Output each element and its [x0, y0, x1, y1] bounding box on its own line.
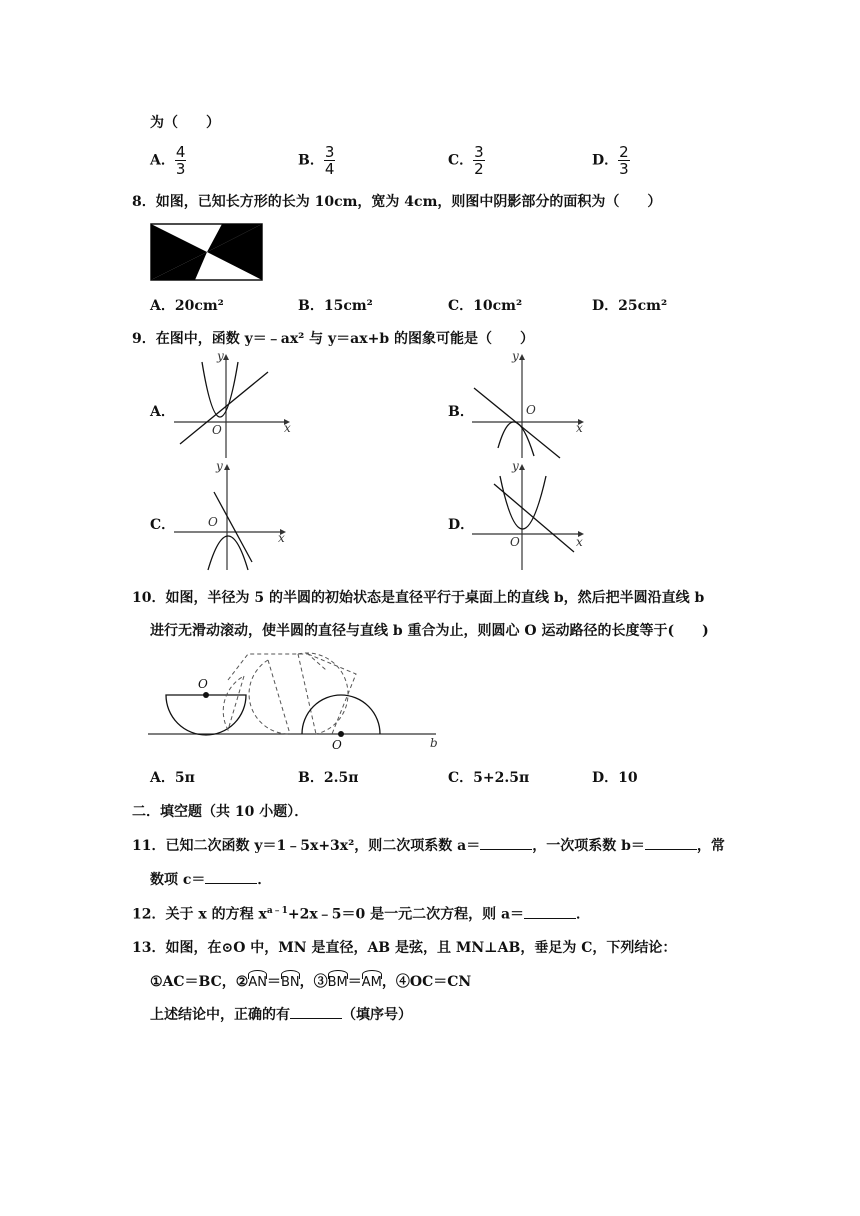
q9-option-d-label: D． — [448, 517, 475, 533]
q9-a-y-label: y — [217, 352, 224, 363]
q9-option-b-label: B． — [448, 404, 474, 420]
q11-text-d: 数项 c＝ — [150, 872, 206, 888]
q7-option-a-num: 4 — [175, 143, 186, 161]
section-2-heading: 二．填空题（共 10 小题）． — [132, 804, 309, 820]
q13-conclusion-4: ，④OC＝CN — [381, 974, 472, 990]
q9-c-origin: O — [208, 515, 218, 529]
q10-center-o-initial: O — [198, 677, 208, 691]
q7-option-b-fraction — [324, 144, 336, 177]
q7-tail: 为（ ） — [150, 115, 220, 131]
q9-b-y-label: y — [512, 352, 519, 363]
q12-text-c: ． — [576, 906, 591, 923]
q11-line1 — [132, 835, 725, 855]
q10-option-b: B．2.5π — [298, 770, 359, 786]
q8-rectangle-figure — [150, 223, 264, 283]
q7-option-a-den: 3 — [175, 160, 186, 178]
q11-line2 — [150, 869, 271, 889]
q11-blank-c — [205, 871, 257, 884]
q8-option-b: B．15cm² — [298, 298, 373, 314]
q9-a-origin: O — [212, 423, 222, 437]
q7-option-b-num: 3 — [324, 143, 335, 161]
q13-arc-bn: BN — [280, 975, 300, 990]
q7-option-d-den: 3 — [619, 160, 629, 178]
q10-stem-line1: 10．如图，半径为 5 的半圆的初始状态是直径平行于桌面上的直线 b，然后把半圆沿直线 b — [132, 590, 705, 606]
q7-option-a — [150, 144, 186, 177]
q9-b-x-label: x — [576, 421, 583, 435]
q12-blank — [524, 906, 576, 919]
q13-tail-text-b: （填序号） — [342, 1007, 412, 1023]
q11-blank-a — [480, 837, 532, 850]
q7-option-d — [592, 144, 630, 177]
q9-c-x-label: x — [278, 531, 285, 545]
q7-option-d-num: 2 — [619, 143, 629, 161]
q7-option-a-fraction — [175, 144, 187, 177]
q9-option-a-label: A． — [150, 404, 175, 420]
q9-graph-d — [470, 462, 590, 572]
q10-line-b-label: b — [430, 736, 438, 750]
q9-graph-a — [172, 352, 292, 460]
q8-option-d: D．25cm² — [592, 298, 668, 314]
q7-option-d-fraction — [618, 144, 630, 177]
q7-option-a-label: A． — [150, 152, 175, 169]
q13-conclusion-1: ①AC＝BC，② — [150, 974, 249, 990]
q13-blank — [290, 1006, 342, 1019]
q12-exponent: a﹣1 — [266, 906, 288, 916]
q7-option-c-label: C． — [448, 152, 474, 169]
q11-blank-b — [645, 837, 697, 850]
q8-stem: 8．如图，已知长方形的长为 10cm，宽为 4cm，则图中阴影部分的面积为（ ） — [132, 194, 662, 210]
q13-tail — [150, 1004, 412, 1024]
q7-option-c-fraction — [473, 144, 485, 177]
q9-option-c-label: C． — [150, 517, 176, 533]
q9-stem: 9．在图中，函数 y＝﹣ax² 与 y＝ax+b 的图象可能是（ ） — [132, 331, 534, 347]
q13-stem: 13．如图，在⊙O 中，MN 是直径，AB 是弦，且 MN⊥AB，垂足为 C，下列结论： — [132, 940, 677, 956]
q9-d-y-label: y — [512, 462, 519, 473]
q9-graph-c — [172, 462, 292, 572]
q10-center-o-final: O — [332, 738, 342, 752]
q10-rolling-semicircle-figure — [148, 650, 448, 752]
q7-option-b — [298, 144, 335, 177]
q7-option-b-label: B． — [298, 152, 324, 169]
q10-option-c: C．5+2.5π — [448, 770, 530, 786]
q11-text-e: ． — [257, 872, 272, 888]
q13-eq-2: ＝ — [347, 974, 362, 990]
q8-option-c: C．10cm² — [448, 298, 523, 314]
q12-text-a: 12．关于 x 的方程 x — [132, 906, 267, 923]
q10-option-d: D．10 — [592, 770, 638, 786]
q7-option-c-num: 3 — [474, 143, 484, 161]
q10-stem-line2: 进行无滑动滚动，使半圆的直径与直线 b 重合为止，则圆心 O 运动路径的长度等于( ) — [150, 623, 709, 639]
q11-text-c: ，常 — [696, 838, 725, 854]
q9-c-y-label: y — [216, 462, 223, 473]
q9-d-origin: O — [510, 535, 520, 549]
q8-option-a: A．20cm² — [150, 298, 224, 314]
q13-tail-text-a: 上述结论中，正确的有 — [150, 1007, 290, 1023]
q13-arc-bm: BM — [327, 975, 348, 990]
q11-text-b: ，一次项系数 b＝ — [532, 838, 645, 854]
q11-text-a: 11．已知二次函数 y＝1﹣5x+3x²，则二次项系数 a＝ — [132, 838, 481, 854]
q13-eq-1: ＝ — [266, 974, 281, 990]
q7-option-c-den: 2 — [474, 160, 484, 178]
q13-arc-am: AM — [361, 975, 382, 990]
q7-option-b-den: 4 — [324, 160, 335, 178]
q13-arc-an: AN — [248, 975, 267, 990]
q9-b-origin: O — [526, 403, 536, 417]
q9-graph-b — [470, 352, 590, 460]
q12-text-b: +2x﹣5＝0 是一元二次方程，则 a＝ — [287, 906, 525, 923]
q9-d-x-label: x — [576, 535, 583, 549]
q13-conclusion-3-prefix: ，③ — [299, 974, 328, 990]
q13-conclusions — [150, 971, 471, 991]
q12-line — [132, 903, 590, 924]
q9-a-x-label: x — [284, 421, 291, 435]
q7-option-c — [448, 144, 485, 177]
q10-option-a: A．5π — [150, 770, 195, 786]
q7-option-d-label: D． — [592, 152, 619, 169]
